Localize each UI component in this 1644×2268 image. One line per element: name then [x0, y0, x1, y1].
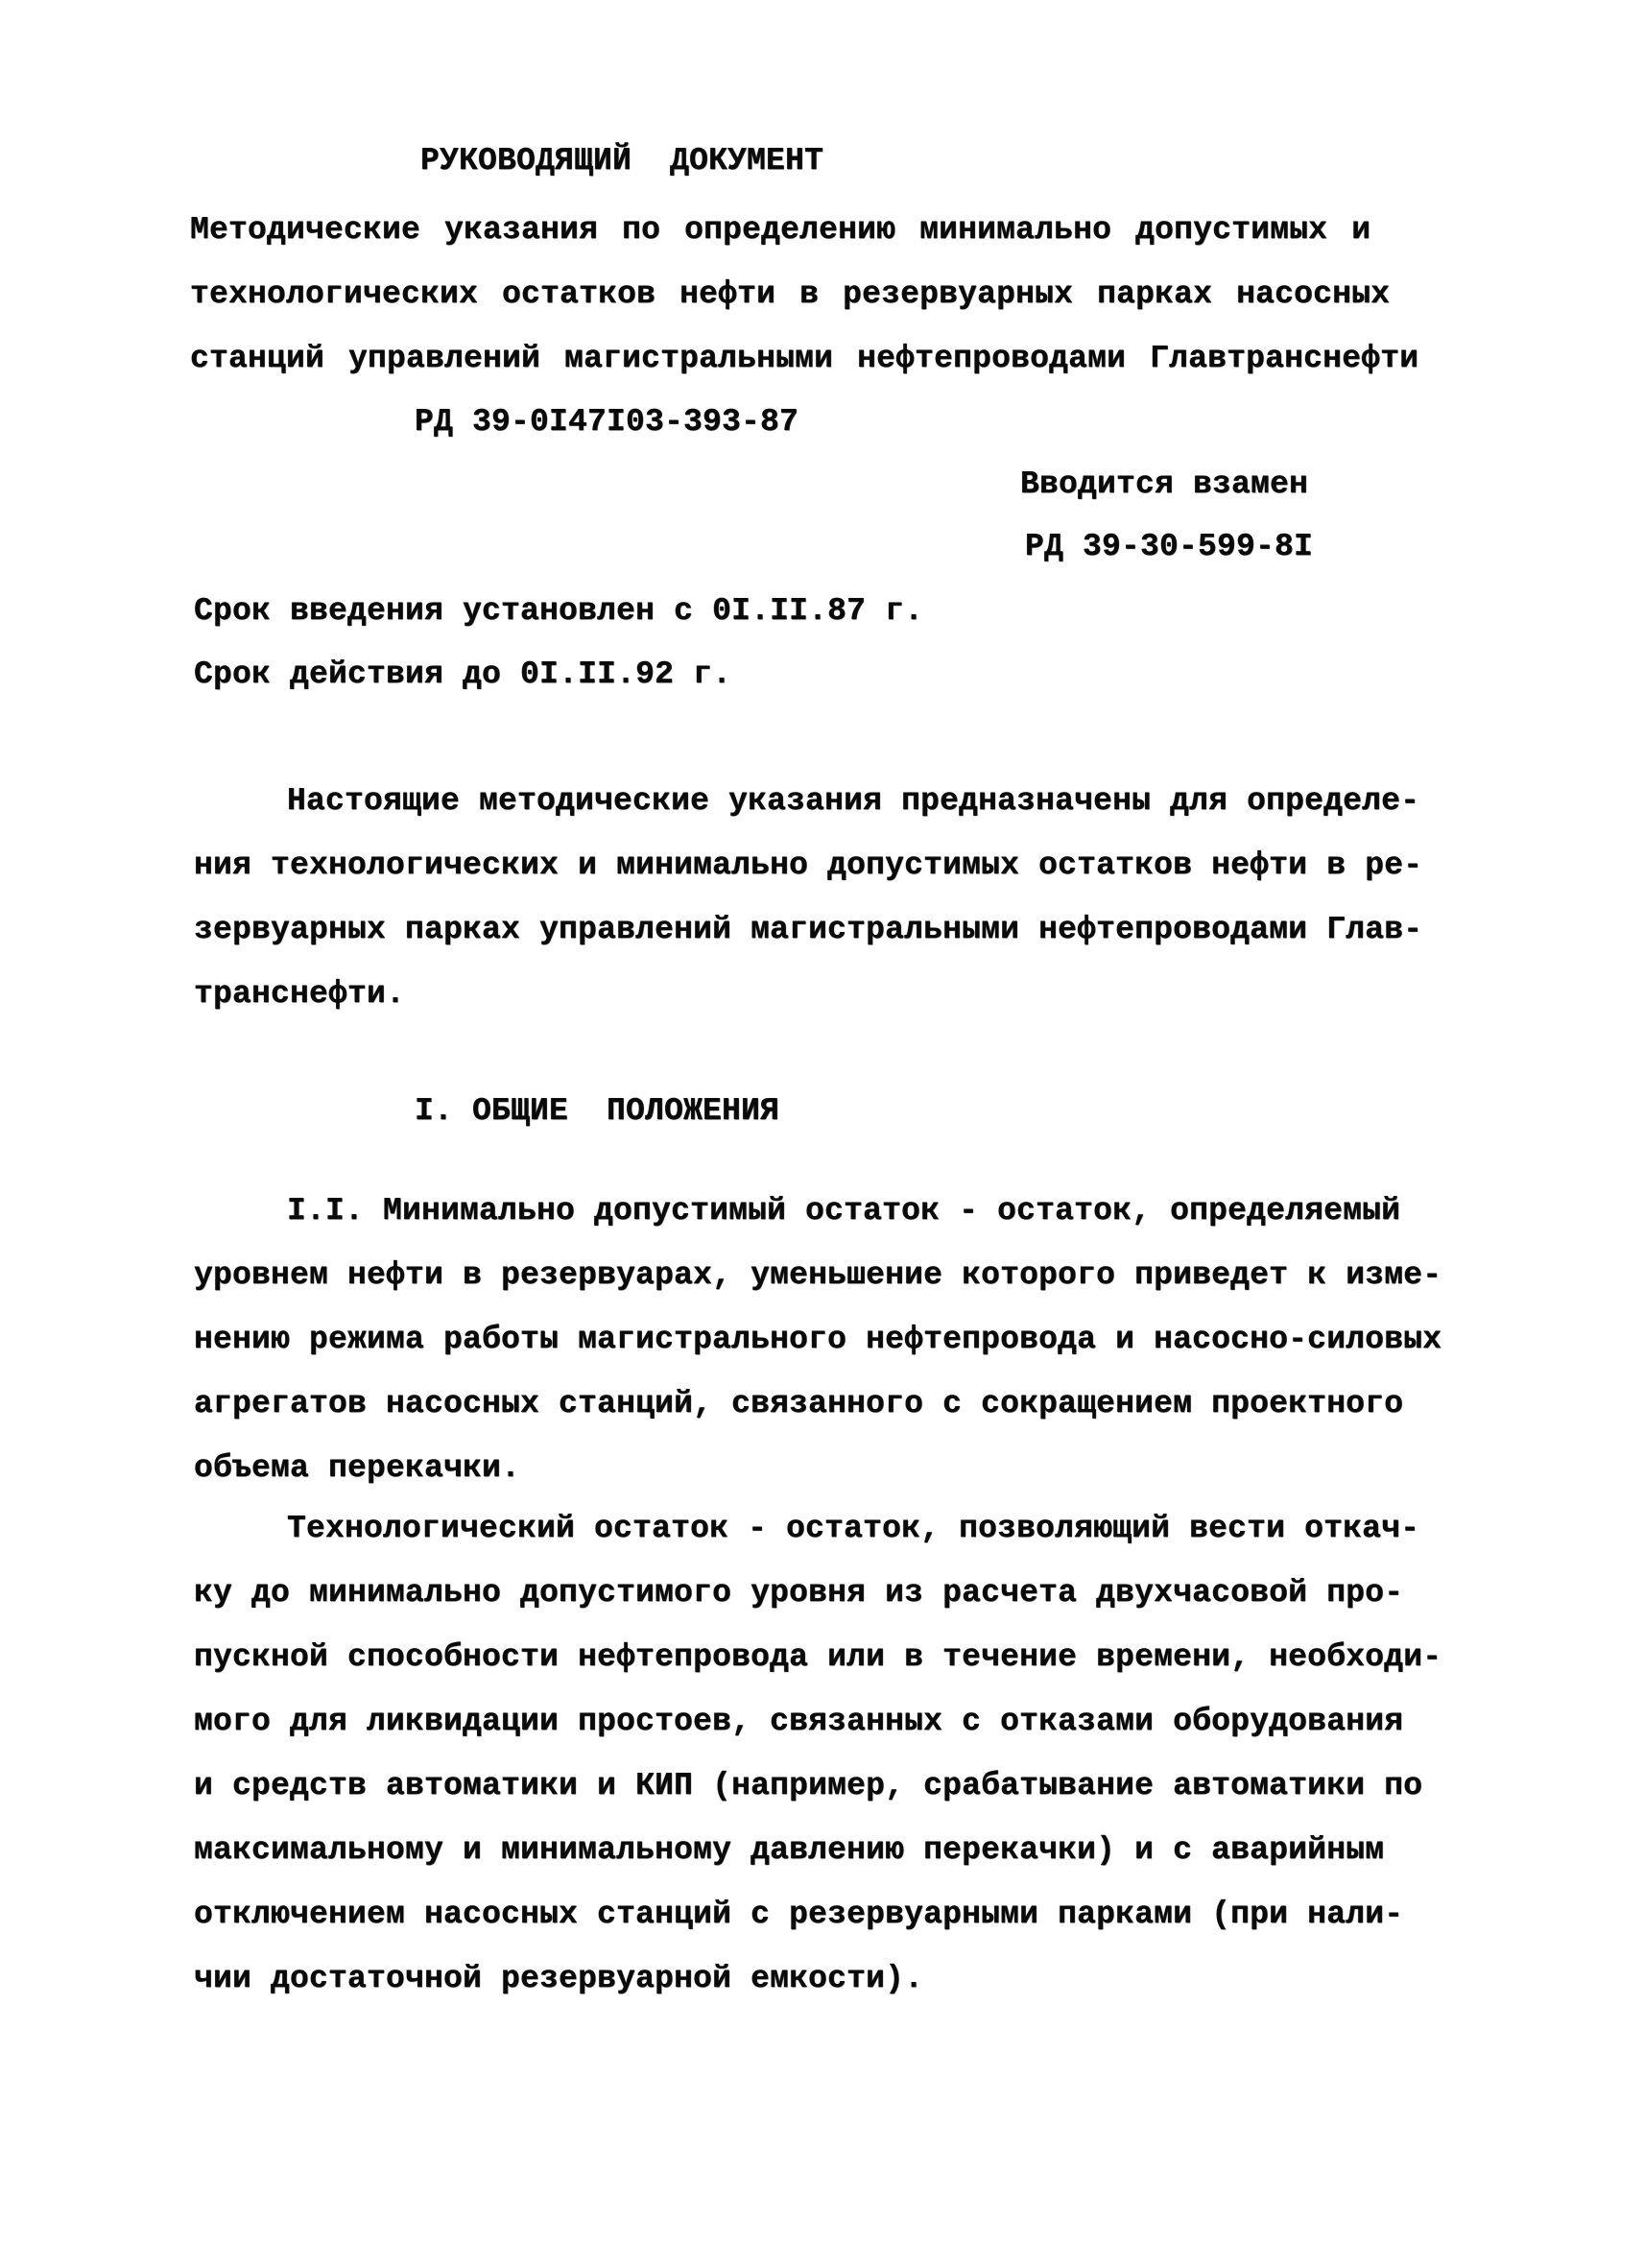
- document-title-line-3: станций управлений магистральными нефтепроводами Главтранснефти: [190, 341, 1419, 376]
- tech-remainder-line-1: Технологический остаток - остаток, позволяющий вести откач-: [287, 1511, 1420, 1546]
- intro-paragraph-line-4: транснефти.: [194, 976, 406, 1012]
- intro-paragraph-line-1: Настоящие методические указания предназначены для определе-: [287, 783, 1420, 819]
- effective-date-line: Срок введения установлен с 0I.II.87 г.: [194, 593, 924, 629]
- clause-1-1-paragraph: [194, 1179, 1441, 1500]
- clause-1-1-line-5: объема перекачки.: [194, 1450, 521, 1486]
- intro-paragraph: [194, 769, 1422, 1026]
- tech-remainder-paragraph: [194, 1496, 1441, 2011]
- tech-remainder-line-5: и средств автоматики и КИП (например, срабатывание автоматики по: [194, 1768, 1423, 1803]
- clause-1-1-line-3: нению режима работы магистрального нефтепровода и насосно-силовых: [194, 1322, 1442, 1357]
- validity-date-line: Срок действия до 0I.II.92 г.: [194, 657, 732, 692]
- clause-1-1-line-2: уровнем нефти в резервуарах, уменьшение которого приведет к изме-: [194, 1257, 1442, 1293]
- tech-remainder-line-4: мого для ликвидации простоев, связанных с отказами оборудования: [194, 1704, 1404, 1739]
- section-1-heading: I. ОБЩИЕ ПОЛОЖЕНИЯ: [415, 1093, 780, 1129]
- clause-1-1-line-4: агрегатов насосных станций, связанного с сокращением проектного: [194, 1386, 1404, 1421]
- document-title-line-2: технологических остатков нефти в резервуарных парках насосных: [190, 276, 1391, 312]
- document-number: РД 39-0I47I03-393-87: [415, 404, 799, 440]
- introduced-instead-label: Вводится взамен: [1020, 466, 1309, 502]
- tech-remainder-line-2: ку до минимально допустимого уровня из расчета двухчасовой про-: [194, 1575, 1404, 1611]
- clause-1-1-line-1: I.I. Минимально допустимый остаток - остаток, определяемый: [287, 1193, 1401, 1229]
- replaced-document-number: РД 39-30-599-8I: [1025, 529, 1314, 564]
- intro-paragraph-line-2: ния технологических и минимально допустимых остатков нефти в ре-: [194, 848, 1423, 883]
- document-title: [190, 198, 1418, 391]
- tech-remainder-line-7: отключением насосных станций с резервуарными парками (при нали-: [194, 1897, 1404, 1932]
- tech-remainder-line-8: чии достаточной резервуарной емкости).: [194, 1961, 924, 1996]
- document-title-line-1: Методические указания по определению минимально допустимых и: [190, 212, 1371, 248]
- document-kind-heading: РУКОВОДЯЩИЙ ДОКУМЕНТ: [420, 143, 824, 179]
- tech-remainder-line-3: пускной способности нефтепровода или в течение времени, необходи-: [194, 1639, 1442, 1675]
- tech-remainder-line-6: максимальному и минимальному давлению перекачки) и с аварийным: [194, 1832, 1385, 1868]
- intro-paragraph-line-3: зервуарных парках управлений магистральными нефтепроводами Глав-: [194, 912, 1423, 947]
